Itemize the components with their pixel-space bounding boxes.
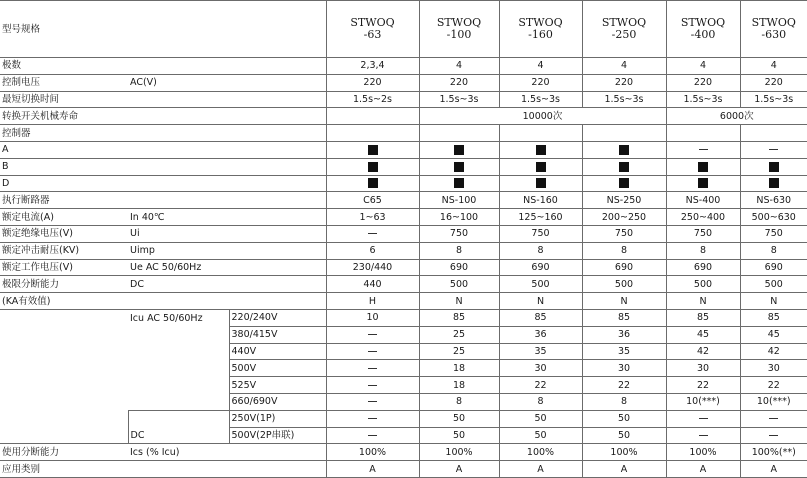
value-cell: 8 (582, 242, 666, 259)
value-cell: 750 (499, 225, 582, 242)
value-cell: 500~630 (740, 209, 807, 226)
value-cell: A (582, 461, 666, 478)
value-cell (740, 158, 807, 175)
row-label (229, 58, 326, 75)
value-cell (326, 175, 419, 192)
value-cell: 30 (499, 360, 582, 377)
value-cell: 85 (666, 309, 740, 326)
model-name: STWOQ (436, 16, 482, 29)
row-label (128, 91, 229, 108)
value-cell: N (740, 293, 807, 310)
model-name: STWOQ (350, 16, 395, 29)
row-label (0, 427, 128, 444)
value-cell: A (499, 461, 582, 478)
filled-square-icon (769, 178, 779, 188)
value-cell: 4 (499, 58, 582, 75)
value-cell: N (499, 293, 582, 310)
model-size: -100 (446, 28, 472, 41)
value-cell: 10(***) (666, 393, 740, 410)
value-cell: NS-160 (499, 192, 582, 209)
value-cell: 85 (582, 309, 666, 326)
value-cell: 1.5s~3s (582, 91, 666, 108)
value-cell: 100% (582, 444, 666, 461)
value-cell: 220 (499, 74, 582, 91)
row-label: 250V(1P) (229, 410, 326, 427)
spec-row (0, 393, 807, 410)
row-label: Icu AC 50/60Hz (130, 312, 203, 324)
row-label (0, 343, 128, 360)
value-cell: 85 (419, 309, 499, 326)
row-label (0, 410, 128, 427)
value-cell: N (666, 293, 740, 310)
value-cell (582, 175, 666, 192)
model-header (582, 1, 666, 58)
filled-square-icon (769, 162, 779, 172)
row-label: 极限分断能力 (0, 276, 128, 293)
value-cell: 690 (666, 259, 740, 276)
value-cell: 750 (582, 225, 666, 242)
spec-row (0, 293, 807, 310)
value-cell (326, 158, 419, 175)
row-label: 控制器 (0, 125, 128, 142)
dash-icon (368, 334, 377, 335)
value-cell: 16~100 (419, 209, 499, 226)
row-label (0, 377, 128, 394)
row-label: 525V (229, 377, 326, 394)
row-label: In 40℃ (128, 209, 229, 226)
dash-icon (699, 418, 708, 419)
value-cell: N (582, 293, 666, 310)
dash-icon (769, 149, 778, 150)
row-label (128, 141, 229, 158)
spec-row (0, 427, 807, 444)
spec-row (0, 175, 807, 192)
value-cell (326, 326, 419, 343)
spec-row (0, 410, 807, 427)
value-cell: 8 (419, 242, 499, 259)
spec-row (0, 377, 807, 394)
value-cell: 690 (419, 259, 499, 276)
value-cell (666, 141, 740, 158)
row-label (0, 326, 128, 343)
value-cell: 8 (499, 393, 582, 410)
value-cell (499, 158, 582, 175)
value-cell: 1.5s~2s (326, 91, 419, 108)
row-label: 额定电流(A) (0, 209, 128, 226)
value-cell: 500 (582, 276, 666, 293)
value-cell: 500 (419, 276, 499, 293)
value-cell (326, 141, 419, 158)
value-cell (326, 410, 419, 427)
value-cell (326, 393, 419, 410)
value-cell: 1.5s~3s (740, 91, 807, 108)
value-cell (499, 141, 582, 158)
value-cell: 100% (666, 444, 740, 461)
value-cell: 1~63 (326, 209, 419, 226)
value-cell: 50 (499, 427, 582, 444)
value-cell: A (666, 461, 740, 478)
model-size: -63 (363, 28, 382, 41)
header-label: 型号规格 (0, 1, 326, 58)
spec-row (0, 125, 807, 142)
row-label (128, 192, 229, 209)
value-cell (666, 158, 740, 175)
row-label: (KA有效值) (0, 293, 128, 310)
dash-icon (368, 435, 377, 436)
value-cell: 4 (582, 58, 666, 75)
value-cell (582, 125, 666, 142)
value-cell: 30 (666, 360, 740, 377)
model-name: STWOQ (751, 16, 796, 29)
row-label: DC (128, 427, 229, 444)
spec-row (0, 141, 807, 158)
value-cell: 85 (740, 309, 807, 326)
row-label (229, 108, 326, 125)
row-label (229, 125, 326, 142)
row-label: Ui (128, 225, 229, 242)
spec-row (0, 461, 807, 478)
model-header (499, 1, 582, 58)
header-row (0, 1, 807, 58)
row-label (229, 209, 326, 226)
spec-row (0, 259, 807, 276)
row-label: B (0, 158, 128, 175)
model-name: STWOQ (601, 16, 647, 29)
value-cell: 30 (582, 360, 666, 377)
value-cell (582, 158, 666, 175)
value-cell: NS-630 (740, 192, 807, 209)
spec-row (0, 209, 807, 226)
value-cell (326, 125, 419, 142)
row-label: 额定冲击耐压(KV) (0, 242, 128, 259)
value-cell: 45 (666, 326, 740, 343)
value-cell: 2,3,4 (326, 58, 419, 75)
value-cell: 1.5s~3s (666, 91, 740, 108)
row-label (128, 377, 229, 394)
value-cell: 10000次 (419, 108, 666, 125)
spec-row (0, 276, 807, 293)
model-header (419, 1, 499, 58)
value-cell: 100% (499, 444, 582, 461)
filled-square-icon (454, 145, 464, 155)
row-label: 转换开关机械寿命 (0, 108, 128, 125)
value-cell: A (419, 461, 499, 478)
value-cell: 6000次 (666, 108, 807, 125)
row-label (229, 141, 326, 158)
row-label (229, 259, 326, 276)
row-label: 额定绝缘电压(V) (0, 225, 128, 242)
spec-row (0, 360, 807, 377)
model-header (326, 1, 419, 58)
value-cell: 500 (740, 276, 807, 293)
value-cell: 100%(**) (740, 444, 807, 461)
spec-row (0, 108, 807, 125)
value-cell (740, 427, 807, 444)
value-cell: 100% (326, 444, 419, 461)
row-label: 最短切换时间 (0, 91, 128, 108)
value-cell: NS-100 (419, 192, 499, 209)
value-cell: 750 (419, 225, 499, 242)
row-label: 应用类别 (0, 461, 128, 478)
dash-icon (699, 149, 708, 150)
value-cell: 42 (666, 343, 740, 360)
row-label (128, 108, 229, 125)
row-label (128, 343, 229, 360)
value-cell: 125~160 (499, 209, 582, 226)
value-cell: 500 (666, 276, 740, 293)
value-cell: 22 (666, 377, 740, 394)
value-cell (419, 158, 499, 175)
value-cell: 36 (582, 326, 666, 343)
value-cell: NS-400 (666, 192, 740, 209)
value-cell (499, 125, 582, 142)
value-cell (419, 175, 499, 192)
value-cell: 50 (582, 427, 666, 444)
spec-row (0, 91, 807, 108)
row-label: 额定工作电压(V) (0, 259, 128, 276)
filled-square-icon (536, 145, 546, 155)
dash-icon (368, 418, 377, 419)
value-cell: 25 (419, 326, 499, 343)
row-label (229, 158, 326, 175)
value-cell (326, 427, 419, 444)
value-cell: 690 (740, 259, 807, 276)
model-name: STWOQ (680, 16, 726, 29)
value-cell: 25 (419, 343, 499, 360)
value-cell: 250~400 (666, 209, 740, 226)
row-label (229, 192, 326, 209)
value-cell: 220 (740, 74, 807, 91)
spec-row (0, 343, 807, 360)
row-label: DC (128, 276, 229, 293)
value-cell (740, 410, 807, 427)
value-cell: 4 (740, 58, 807, 75)
value-cell: 50 (419, 427, 499, 444)
value-cell (666, 410, 740, 427)
value-cell: 230/440 (326, 259, 419, 276)
value-cell: 220 (666, 74, 740, 91)
value-cell (326, 108, 419, 125)
row-label (229, 74, 326, 91)
spec-row (0, 58, 807, 75)
value-cell: 35 (499, 343, 582, 360)
row-label: AC(V) (128, 74, 229, 91)
value-cell: N (419, 293, 499, 310)
filled-square-icon (454, 178, 464, 188)
value-cell: 8 (666, 242, 740, 259)
filled-square-icon (368, 162, 378, 172)
value-cell (419, 141, 499, 158)
value-cell: 4 (666, 58, 740, 75)
dash-icon (368, 233, 377, 234)
dash-icon (368, 368, 377, 369)
value-cell: 22 (740, 377, 807, 394)
value-cell: 690 (582, 259, 666, 276)
value-cell: 690 (499, 259, 582, 276)
value-cell: 18 (419, 377, 499, 394)
value-cell (740, 141, 807, 158)
value-cell: 500 (499, 276, 582, 293)
filled-square-icon (619, 162, 629, 172)
row-label (229, 242, 326, 259)
value-cell: 18 (419, 360, 499, 377)
value-cell (499, 175, 582, 192)
value-cell: 6 (326, 242, 419, 259)
value-cell: 22 (582, 377, 666, 394)
value-cell: 8 (419, 393, 499, 410)
model-size: -400 (690, 28, 716, 41)
model-size: -630 (761, 28, 787, 41)
row-label: 执行断路器 (0, 192, 128, 209)
filled-square-icon (536, 162, 546, 172)
row-label (128, 461, 229, 478)
filled-square-icon (619, 145, 629, 155)
row-label: 500V(2P串联) (229, 427, 326, 444)
row-label (0, 393, 128, 410)
value-cell: 220 (582, 74, 666, 91)
value-cell: A (740, 461, 807, 478)
row-label: A (0, 141, 128, 158)
row-label (229, 276, 326, 293)
row-label (0, 360, 128, 377)
value-cell (740, 175, 807, 192)
row-label: D (0, 175, 128, 192)
model-size: -250 (611, 28, 637, 41)
value-cell: NS-250 (582, 192, 666, 209)
row-label (128, 326, 229, 343)
row-label: 极数 (0, 58, 128, 75)
row-label: 440V (229, 343, 326, 360)
row-label (229, 293, 326, 310)
value-cell: 8 (582, 393, 666, 410)
spec-row (0, 242, 807, 259)
spec-row (0, 225, 807, 242)
value-cell: A (326, 461, 419, 478)
value-cell (326, 377, 419, 394)
value-cell: 1.5s~3s (419, 91, 499, 108)
dash-icon (699, 435, 708, 436)
row-label (229, 91, 326, 108)
value-cell (326, 343, 419, 360)
dash-icon (368, 351, 377, 352)
row-label (229, 225, 326, 242)
row-label: 220/240V (229, 309, 326, 326)
filled-square-icon (454, 162, 464, 172)
model-header (666, 1, 740, 58)
value-cell: 50 (499, 410, 582, 427)
value-cell (666, 125, 740, 142)
model-header (740, 1, 807, 58)
value-cell: 85 (499, 309, 582, 326)
row-label (128, 125, 229, 142)
dash-icon (769, 418, 778, 419)
spec-row (0, 192, 807, 209)
row-label (128, 360, 229, 377)
row-label: 500V (229, 360, 326, 377)
row-label (128, 58, 229, 75)
value-cell (740, 125, 807, 142)
row-label (0, 309, 128, 326)
value-cell (666, 175, 740, 192)
value-cell: 1.5s~3s (499, 91, 582, 108)
value-cell (419, 125, 499, 142)
value-cell: 22 (499, 377, 582, 394)
filled-square-icon (368, 178, 378, 188)
value-cell: 8 (740, 242, 807, 259)
value-cell: 45 (740, 326, 807, 343)
value-cell: 10 (326, 309, 419, 326)
value-cell: 10(***) (740, 393, 807, 410)
row-label: Uimp (128, 242, 229, 259)
row-label: 控制电压 (0, 74, 128, 91)
value-cell: 750 (740, 225, 807, 242)
value-cell (326, 225, 419, 242)
value-cell: 750 (666, 225, 740, 242)
row-label (229, 444, 326, 461)
value-cell: 50 (419, 410, 499, 427)
filled-square-icon (536, 178, 546, 188)
spec-row (0, 74, 807, 91)
row-label: 使用分断能力 (0, 444, 128, 461)
row-label (128, 175, 229, 192)
spec-row (0, 326, 807, 343)
value-cell: 50 (582, 410, 666, 427)
row-label (128, 410, 229, 427)
spec-row (0, 158, 807, 175)
spec-row (0, 309, 807, 326)
value-cell: 100% (419, 444, 499, 461)
value-cell (666, 427, 740, 444)
model-name: STWOQ (518, 16, 563, 29)
row-label (128, 393, 229, 410)
filled-square-icon (619, 178, 629, 188)
filled-square-icon (368, 145, 378, 155)
value-cell: 8 (499, 242, 582, 259)
value-cell: 220 (419, 74, 499, 91)
value-cell: 4 (419, 58, 499, 75)
value-cell (582, 141, 666, 158)
spec-row (0, 444, 807, 461)
value-cell: 220 (326, 74, 419, 91)
row-label (229, 175, 326, 192)
value-cell: 30 (740, 360, 807, 377)
dash-icon (368, 385, 377, 386)
row-label (128, 158, 229, 175)
row-label: Ue AC 50/60Hz (128, 259, 229, 276)
row-label (229, 461, 326, 478)
value-cell: H (326, 293, 419, 310)
model-size: -160 (528, 28, 553, 41)
dash-icon (368, 401, 377, 402)
row-label (128, 293, 229, 310)
value-cell: 35 (582, 343, 666, 360)
filled-square-icon (698, 162, 708, 172)
value-cell: 42 (740, 343, 807, 360)
value-cell: 200~250 (582, 209, 666, 226)
dash-icon (769, 435, 778, 436)
value-cell: C65 (326, 192, 419, 209)
row-label: 660/690V (229, 393, 326, 410)
value-cell: 36 (499, 326, 582, 343)
value-cell (326, 360, 419, 377)
row-label: Ics (% Icu) (128, 444, 229, 461)
filled-square-icon (698, 178, 708, 188)
value-cell: 440 (326, 276, 419, 293)
row-label: 380/415V (229, 326, 326, 343)
